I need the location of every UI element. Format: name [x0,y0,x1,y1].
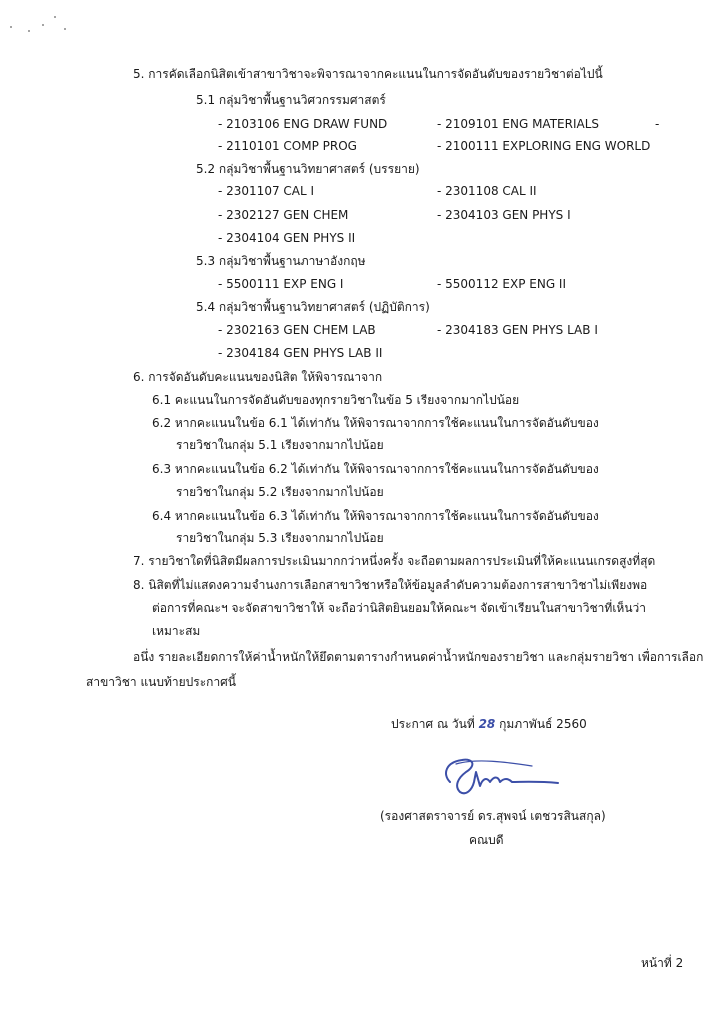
closing-paragraph-line1: อนึ่ง รายละเอียดการให้ค่าน้ำหนักให้ยึดตามตารางกำหนดค่าน้ำหนักของรายวิชา และกลุ่มรายวิชา เพื่อการเลือก [133,650,704,664]
course-2301107: - 2301107 CAL I [218,184,315,198]
item-8-line1: 8. นิสิตที่ไม่แสดงความจำนงการเลือกสาขาวิชาหรือให้ข้อมูลลำดับความต้องการสาขาวิชาไม่เพียงพอ [133,578,648,592]
course-2109101: - 2109101 ENG MATERIALS [437,117,600,131]
scan-specks [8,10,78,40]
page-number: หน้าที่ 2 [641,956,684,970]
course-5500111: - 5500111 EXP ENG I [218,277,344,291]
item-6-1: 6.1 คะแนนในการจัดอันดับของทุกรายวิชาในข้อ 5 เรียงจากมากไปน้อย [152,393,520,407]
course-2304104: - 2304104 GEN PHYS II [218,231,356,245]
course-2110101: - 2110101 COMP PROG [218,139,357,153]
course-2103106: - 2103106 ENG DRAW FUND [218,117,388,131]
announcement-date [391,716,587,732]
course-2302127: - 2302127 GEN CHEM [218,208,349,222]
announcement-month-year: กุมภาพันธ์ 2560 [499,717,587,731]
announcement-day: 28 [478,717,496,731]
item-8-line3: เหมาะสม [152,624,201,638]
item-6-4-line1: 6.4 หากคะแนนในข้อ 6.3 ได้เท่ากัน ให้พิจารณาจากการใช้คะแนนในการจัดอันดับของ [152,509,599,523]
item-5: 5. การคัดเลือกนิสิตเข้าสาขาวิชาจะพิจารณาจากคะแนนในการจัดอันดับของรายวิชาต่อไปนี้ [133,67,603,81]
signer-name: (รองศาสตราจารย์ ดร.สุพจน์ เตชวรสินสกุล) [380,809,606,823]
course-5500112: - 5500112 EXP ENG II [437,277,567,291]
group-5-1-heading: 5.1 กลุ่มวิชาพื้นฐานวิศวกรรมศาสตร์ [196,93,386,107]
item-6-2-line1: 6.2 หากคะแนนในข้อ 6.1 ได้เท่ากัน ให้พิจารณาจากการใช้คะแนนในการจัดอันดับของ [152,416,599,430]
item-7: 7. รายวิชาใดที่นิสิตมีผลการประเมินมากกว่าหนึ่งครั้ง จะถือตามผลการประเมินที่ให้คะแนนเกรดสูงที่สุด [133,554,656,568]
group-5-3-heading: 5.3 กลุ่มวิชาพื้นฐานภาษาอังกฤษ [196,254,366,268]
group-5-4-heading: 5.4 กลุ่มวิชาพื้นฐานวิทยาศาสตร์ (ปฏิบัติการ) [196,300,430,314]
course-2304103: - 2304103 GEN PHYS I [437,208,571,222]
item-6-3-line2: รายวิชาในกลุ่ม 5.2 เรียงจากมากไปน้อย [176,485,384,499]
item-6: 6. การจัดอันดับคะแนนของนิสิต ให้พิจารณาจาก [133,370,383,384]
announcement-prefix: ประกาศ ณ วันที่ [391,717,475,731]
course-2304184: - 2304184 GEN PHYS LAB II [218,346,383,360]
course-2100111: - 2100111 EXPLORING ENG WORLD [437,139,651,153]
group-5-2-heading: 5.2 กลุ่มวิชาพื้นฐานวิทยาศาสตร์ (บรรยาย) [196,162,420,176]
item-6-4-line2: รายวิชาในกลุ่ม 5.3 เรียงจากมากไปน้อย [176,531,384,545]
item-6-2-line2: รายวิชาในกลุ่ม 5.1 เรียงจากมากไปน้อย [176,438,384,452]
closing-paragraph-line2: สาขาวิชา แนบท้ายประกาศนี้ [86,675,237,689]
course-2301108: - 2301108 CAL II [437,184,537,198]
stray-dash: - [655,117,660,131]
item-6-3-line1: 6.3 หากคะแนนในข้อ 6.2 ได้เท่ากัน ให้พิจารณาจากการใช้คะแนนในการจัดอันดับของ [152,462,599,476]
signer-position: คณบดี [469,833,504,847]
course-2302163: - 2302163 GEN CHEM LAB [218,323,376,337]
item-8-line2: ต่อการที่คณะฯ จะจัดสาขาวิชาให้ จะถือว่านิสิตยินยอมให้คณะฯ จัดเข้าเรียนในสาขาวิชาที่เห็นว่า [152,601,647,615]
signature-image [436,752,566,800]
course-2304183: - 2304183 GEN PHYS LAB I [437,323,598,337]
